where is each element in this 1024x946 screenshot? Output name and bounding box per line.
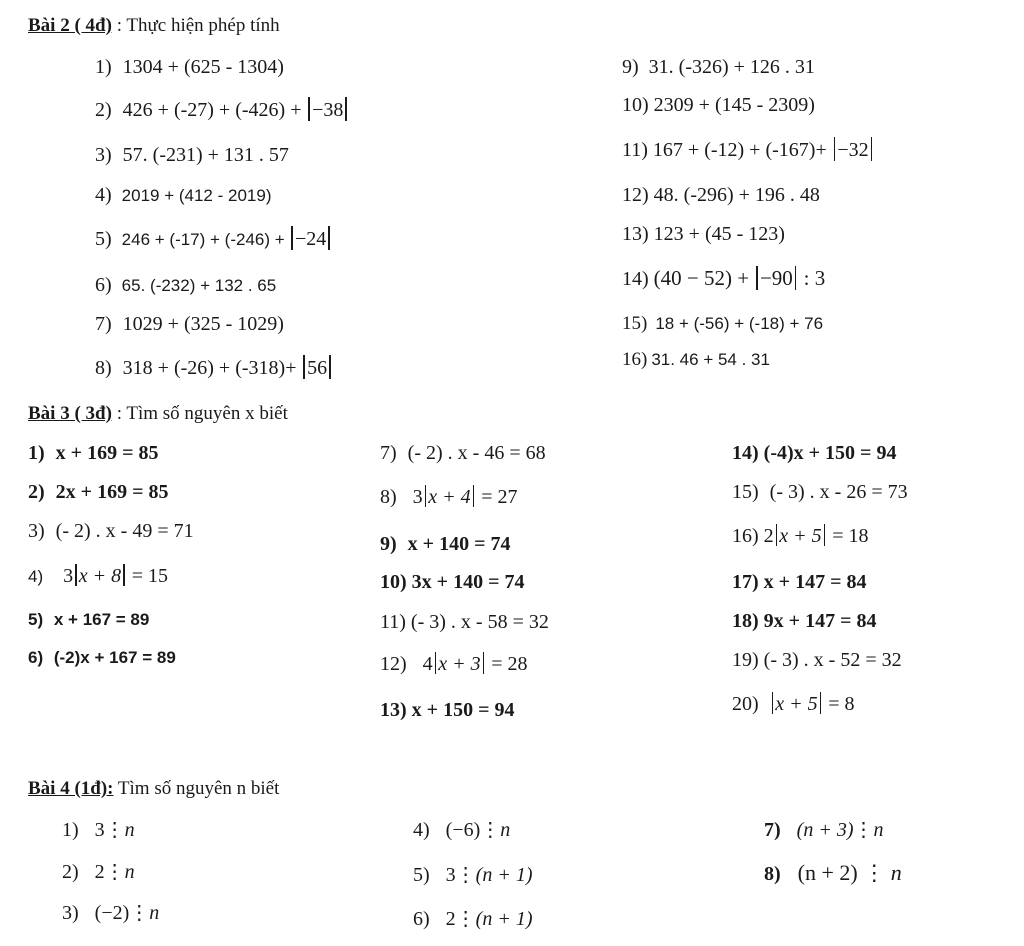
item-number: 3)	[28, 520, 45, 542]
item-divisor: n	[124, 819, 135, 841]
abs-bar	[328, 226, 330, 250]
item-expression: 167 + (-12) + (-167)+	[652, 139, 832, 161]
item-number: 18)	[732, 610, 759, 632]
bai3-item-7	[380, 443, 546, 463]
abs-value: −38	[312, 99, 344, 121]
abs-bar	[75, 564, 77, 586]
item-dividend: (−6)	[445, 819, 481, 841]
bai4-item-6	[413, 909, 533, 929]
item-number: 1)	[95, 56, 112, 78]
bai3-item-12	[380, 652, 528, 674]
bai3-item-5	[28, 611, 149, 628]
abs-bar	[776, 524, 778, 546]
item-number: 7)	[764, 819, 781, 841]
bai4-heading-text: Tìm số nguyên n biết	[113, 778, 280, 799]
item-number: 16)	[732, 525, 759, 547]
bai3-item-15	[732, 482, 908, 502]
item-dividend: 2	[445, 908, 456, 930]
item-number: 5)	[95, 228, 112, 250]
item-number: 8)	[95, 357, 112, 379]
item-divisor: n	[149, 902, 160, 924]
abs-bar	[473, 485, 475, 507]
divides-symbol: ⋮	[455, 864, 476, 886]
abs-bar	[308, 97, 310, 121]
abs-bar	[820, 692, 822, 714]
item-number: 3)	[95, 144, 112, 166]
item-number: 13)	[622, 223, 649, 245]
abs-value: −24	[295, 228, 327, 250]
bai2-item-10	[622, 95, 815, 115]
item-expression: (- 2) . x - 49 = 71	[55, 520, 194, 542]
item-expression: (- 3) . x - 26 = 73	[769, 481, 908, 503]
abs-value: −90	[759, 266, 793, 290]
item-expression: x + 150 = 94	[411, 699, 515, 721]
item-expression: 123 + (45 - 123)	[653, 223, 785, 245]
item-expression: (-4)x + 150 = 94	[763, 442, 897, 464]
item-number: 9)	[380, 533, 397, 555]
abs-value: −32	[837, 139, 869, 161]
item-coefficient: 2	[763, 525, 774, 547]
bai3-item-9	[380, 534, 510, 554]
item-number: 4)	[28, 567, 44, 586]
item-dividend: 3	[445, 864, 456, 886]
item-result: = 8	[823, 693, 855, 715]
item-expression: 3x + 140 = 74	[411, 571, 525, 593]
bai3-item-4	[28, 564, 168, 586]
item-number: 12)	[380, 653, 407, 675]
bai3-heading	[28, 404, 288, 423]
item-divisor: n	[500, 819, 511, 841]
bai3-item-6	[28, 649, 176, 666]
item-number: 12)	[622, 184, 649, 206]
abs-value: x + 3	[438, 653, 481, 675]
item-result: = 28	[486, 653, 528, 675]
item-number: 19)	[732, 649, 759, 671]
bai4-heading-label: Bài 4 (1đ):	[28, 778, 114, 799]
bai2-item-12	[622, 185, 820, 205]
abs-bar	[824, 524, 826, 546]
bai3-heading-text: : Tìm số nguyên x biết	[111, 403, 288, 424]
item-expression: (- 2) . x - 46 = 68	[407, 442, 546, 464]
item-number: 2)	[95, 99, 112, 121]
item-coefficient: 3	[63, 565, 74, 587]
abs-bar	[772, 692, 774, 714]
bai4-item-2	[62, 862, 135, 882]
bai4-item-1	[62, 820, 135, 840]
item-number: 11)	[622, 139, 648, 161]
item-expression: 246 + (-17) + (-246) +	[121, 230, 290, 249]
bai4-item-4	[413, 820, 510, 840]
item-expression: 2019 + (412 - 2019)	[121, 186, 272, 205]
item-expression: 31. 46 + 54 . 31	[651, 350, 770, 369]
divides-symbol: ⋮	[863, 860, 886, 885]
item-number: 6)	[95, 274, 112, 296]
bai2-item-6	[95, 275, 276, 295]
divides-symbol: ⋮	[104, 861, 125, 883]
divides-symbol: ⋮	[853, 819, 874, 841]
item-number: 10)	[380, 571, 407, 593]
item-expression: 426 + (-27) + (-426) +	[122, 99, 307, 121]
bai4-item-7	[764, 820, 884, 840]
item-dividend: (n + 3)	[796, 819, 854, 841]
bai4-item-8	[764, 862, 902, 884]
item-expression: (- 3) . x - 52 = 32	[763, 649, 902, 671]
item-expression: 1304 + (625 - 1304)	[122, 56, 284, 78]
item-result: = 18	[827, 525, 869, 547]
item-expression: 48. (-296) + 196 . 48	[653, 184, 820, 206]
item-dividend: 3	[94, 819, 105, 841]
bai2-item-16	[622, 350, 770, 369]
item-divisor: n	[124, 861, 135, 883]
item-expression: x + 169 = 85	[55, 442, 159, 464]
bai2-heading-text: : Thực hiện phép tính	[111, 15, 280, 36]
item-expression: 57. (-231) + 131 . 57	[122, 144, 289, 166]
item-expression: x + 147 = 84	[763, 571, 867, 593]
item-dividend: 2	[94, 861, 105, 883]
item-result: = 15	[126, 565, 168, 587]
item-number: 6)	[28, 648, 44, 667]
bai4-heading	[28, 779, 279, 798]
bai2-item-5	[95, 226, 332, 250]
bai3-item-11	[380, 612, 549, 632]
divides-symbol: ⋮	[480, 819, 501, 841]
bai2-heading-label: Bài 2 ( 4đ)	[28, 15, 112, 36]
bai3-item-16	[732, 524, 869, 546]
divides-symbol: ⋮	[129, 902, 150, 924]
bai3-item-14	[732, 443, 896, 463]
item-number: 11)	[380, 611, 406, 633]
item-divisor: (n + 1)	[475, 864, 533, 886]
bai3-item-19	[732, 650, 902, 670]
abs-bar	[834, 137, 836, 161]
item-number: 2)	[28, 481, 45, 503]
item-expression-tail: : 3	[798, 266, 826, 290]
item-dividend: (n + 2)	[797, 860, 858, 885]
item-expression: (-2)x + 167 = 89	[53, 648, 176, 667]
abs-bar	[291, 226, 293, 250]
bai3-item-10	[380, 572, 524, 592]
item-expression: 9x + 147 = 84	[763, 610, 877, 632]
item-expression: 2x + 169 = 85	[55, 481, 169, 503]
item-number: 7)	[95, 313, 112, 335]
abs-bar	[329, 355, 331, 379]
bai2-item-3	[95, 145, 289, 165]
bai4-item-5	[413, 865, 533, 885]
item-expression: 18 + (-56) + (-18) + 76	[655, 314, 824, 333]
bai3-heading-label: Bài 3 ( 3đ)	[28, 403, 112, 424]
item-number: 1)	[28, 442, 45, 464]
abs-bar	[871, 137, 873, 161]
abs-bar	[483, 652, 485, 674]
item-number: 13)	[380, 699, 407, 721]
bai3-item-3	[28, 521, 194, 541]
item-coefficient: 3	[412, 486, 423, 508]
bai3-item-18	[732, 611, 876, 631]
item-expression: x + 140 = 74	[407, 533, 511, 555]
item-expression: 318 + (-26) + (-318)+	[122, 357, 302, 379]
abs-value: 56	[307, 357, 328, 379]
item-number: 16)	[622, 349, 648, 370]
abs-bar	[425, 485, 427, 507]
item-coefficient: 4	[422, 653, 433, 675]
item-number: 3)	[62, 902, 79, 924]
bai3-item-2	[28, 482, 168, 502]
abs-value: x + 5	[779, 525, 822, 547]
bai2-item-8	[95, 355, 333, 379]
item-number: 7)	[380, 442, 397, 464]
item-number: 4)	[95, 184, 112, 206]
bai3-item-8	[380, 485, 518, 507]
bai2-heading	[28, 16, 280, 35]
bai3-item-20	[732, 692, 855, 714]
abs-bar	[123, 564, 125, 586]
bai3-item-13	[380, 700, 514, 720]
item-expression: 2309 + (145 - 2309)	[653, 94, 815, 116]
item-divisor: n	[890, 860, 902, 885]
item-divisor: n	[873, 819, 884, 841]
item-number: 8)	[764, 863, 781, 885]
bai2-item-9	[622, 57, 815, 77]
item-result: = 27	[476, 486, 518, 508]
abs-bar	[345, 97, 347, 121]
bai3-item-17	[732, 572, 866, 592]
item-divisor: (n + 1)	[475, 908, 533, 930]
abs-bar	[435, 652, 437, 674]
item-number: 15)	[732, 481, 759, 503]
bai2-item-15	[622, 314, 823, 333]
item-number: 1)	[62, 819, 79, 841]
abs-value: x + 4	[428, 486, 471, 508]
item-expression: (- 3) . x - 58 = 32	[410, 611, 549, 633]
item-number: 4)	[413, 819, 430, 841]
abs-value: x + 5	[775, 693, 818, 715]
item-number: 14)	[732, 442, 759, 464]
bai2-item-4	[95, 185, 271, 205]
item-dividend: (−2)	[94, 902, 130, 924]
bai2-item-13	[622, 224, 785, 244]
abs-bar	[795, 266, 797, 290]
divides-symbol: ⋮	[455, 908, 476, 930]
divides-symbol: ⋮	[104, 819, 125, 841]
bai2-item-11	[622, 137, 874, 161]
item-expression: 31. (-326) + 126 . 31	[648, 56, 815, 78]
abs-value: x + 8	[78, 565, 122, 587]
item-expression: x + 167 = 89	[53, 610, 150, 629]
item-number: 6)	[413, 908, 430, 930]
item-expression: (40 − 52) +	[653, 266, 755, 290]
bai2-item-1	[95, 57, 284, 77]
item-number: 10)	[622, 94, 649, 116]
item-number: 9)	[622, 56, 639, 78]
bai2-item-2	[95, 97, 349, 121]
bai4-item-3	[62, 903, 159, 923]
item-number: 15)	[622, 313, 648, 334]
item-number: 20)	[732, 693, 759, 715]
abs-bar	[756, 266, 758, 290]
item-number: 17)	[732, 571, 759, 593]
item-number: 2)	[62, 861, 79, 883]
item-expression: 1029 + (325 - 1029)	[122, 313, 284, 335]
item-expression: 65. (-232) + 132 . 65	[121, 276, 277, 295]
abs-bar	[303, 355, 305, 379]
item-number: 5)	[28, 610, 44, 629]
bai2-item-14	[622, 266, 825, 290]
bai2-item-7	[95, 314, 284, 334]
bai3-item-1	[28, 443, 158, 463]
item-number: 8)	[380, 486, 397, 508]
item-number: 14)	[622, 268, 649, 290]
item-number: 5)	[413, 864, 430, 886]
